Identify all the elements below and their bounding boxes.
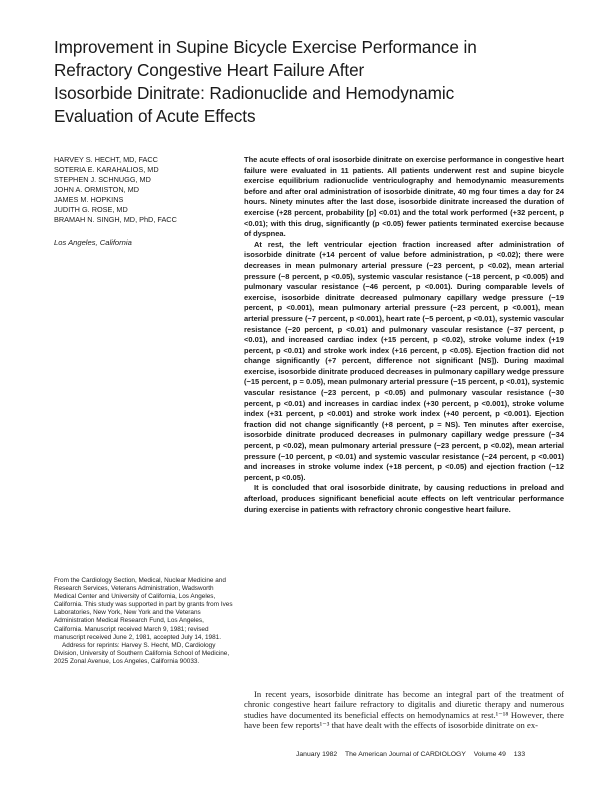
author-list	[54, 155, 244, 225]
author-name: JAMES M. HOPKINS	[54, 195, 124, 204]
author-name: STEPHEN J. SCHNUGG, MD	[54, 175, 151, 184]
author-name: JUDITH G. ROSE, MD	[54, 205, 128, 214]
footnote-reprints: Address for reprints: Harvey S. Hecht, MD, Cardiology Division, University of Southern California School of Medicine, 2025 Zonal Avenue, Los Angeles, California 90033.	[54, 641, 230, 665]
abstract	[244, 155, 564, 515]
author-name: HARVEY S. HECHT, MD, FACC	[54, 155, 158, 164]
footer-date: January 1982	[296, 751, 338, 758]
author-location: Los Angeles, California	[54, 238, 132, 247]
author-name: SOTERIA E. KARAHALIOS, MD	[54, 165, 159, 174]
footer-page-number: 133	[513, 751, 526, 758]
title-line: Evaluation of Acute Effects	[54, 106, 256, 126]
body-text	[244, 689, 564, 731]
affiliation-footnote	[54, 577, 234, 666]
abstract-paragraph: It is concluded that oral isosorbide dinitrate, by causing reductions in preload and afterload, produces significant beneficial acute effects on left ventricular performance during exercise in patients with refractory chronic congestive heart failure.	[244, 483, 564, 514]
page-footer	[296, 751, 576, 758]
title-line: Improvement in Supine Bicycle Exercise Performance in	[54, 37, 477, 57]
body-paragraph: In recent years, isosorbide dinitrate has become an integral part of the treatment of chronic congestive heart failure refractory to digitalis and diuretic therapy and numerous studies have documented its beneficial effects on hemodynamics at rest.¹⁻¹⁸ However, there have been few reports¹⁻³ that have dealt with the effects of isosorbide dinitrate on ex-	[244, 689, 564, 731]
author-name: JOHN A. ORMISTON, MD	[54, 185, 140, 194]
title-line: Isosorbide Dinitrate: Radionuclide and Hemodynamic	[54, 83, 455, 103]
author-name: BRAMAH N. SINGH, MD, PhD, FACC	[54, 215, 177, 224]
article-title	[54, 36, 554, 128]
footnote-affiliation: From the Cardiology Section, Medical, Nuclear Medicine and Research Services, Veterans Administration, Wadsworth Medical Center and University of California, Los Angeles, California. This study was supported in part by grants from Ives Laboratories, New York, New York and the Veterans Administration Medical Research Fund, Los Angeles, California. Manuscript received March 9, 1981; revised manuscript received June 2, 1981, accepted July 14, 1981.	[54, 577, 233, 641]
title-line: Refractory Congestive Heart Failure After	[54, 60, 365, 80]
footer-journal: The American Journal of CARDIOLOGY	[344, 751, 466, 758]
abstract-paragraph: The acute effects of oral isosorbide dinitrate on exercise performance in congestive heart failure were evaluated in 11 patients. All patients underwent rest and supine bicycle exercise equilibrium radionuclide ventriculography and hemodynamic measurements before and after oral administration of isosorbide dinitrate, 40 mg four times a day for 24 hours. Ninety minutes after the last dose, isosorbide dinitrate increased the duration of exercise (+28 percent, probability [p] <0.01) and the total work performed (+32 percent, p <0.01); with this drug, significantly (p <0.05) fewer patients terminated exercise because of dyspnea.	[244, 155, 564, 239]
abstract-paragraph: At rest, the left ventricular ejection fraction increased after administration of isosorbide dinitrate (+14 percent of value before administration, p <0.02); there were decreases in mean pulmonary arterial pressure (−23 percent, p <0.02), mean arterial pressure (−8 percent, p <0.05), systemic vascular resistance (−18 percent, p <0.005) and pulmonary vascular resistance (−46 percent, p <0.001). During comparable levels of exercise, isosorbide dinitrate decreased pulmonary capillary wedge pressure (−19 percent, p <0.001), mean pulmonary arterial pressure (−23 percent, p <0.001), mean arterial pressure (−7 percent, p <0.001), heart rate (−5 percent, p <0.01), systemic vascular resistance (−20 percent, p <0.01) and pulmonary vascular resistance (−37 percent, p <0.01), and increased cardiac index (+15 percent, p <0.02), stroke volume index (+19 percent, p <0.01) and stroke work index (+16 percent, p <0.05). Ejection fraction did not change significantly (+7 percent, difference not significant [NS]). During maximal exercise, isosorbide dinitrate produced decreases in pulmonary capillary wedge pressure (−15 percent, p = 0.05), mean pulmonary arterial pressure (−15 percent, p <0.01), systemic vascular resistance (−23 percent, p <0.05) and pulmonary vascular resistance (−30 percent, p <0.01) and increases in cardiac index (+30 percent, p <0.001), stroke volume index (+31 percent, p <0.001) and stroke work index (+40 percent, p <0.001). Ejection fraction did not change significantly (+8 percent, p = NS). Ten minutes after exercise, isosorbide dinitrate produced decreases in pulmonary capillary wedge pressure (−34 percent, p <0.02), mean pulmonary arterial pressure (−23 percent, p <0.02), mean arterial pressure (−10 percent, p <0.01) and systemic vascular resistance (−24 percent, p <0.001) and increases in stroke volume index (+18 percent, p <0.05) and ejection fraction (−12 percent, p <0.05).	[244, 239, 564, 482]
footer-volume: Volume 49	[473, 751, 506, 758]
